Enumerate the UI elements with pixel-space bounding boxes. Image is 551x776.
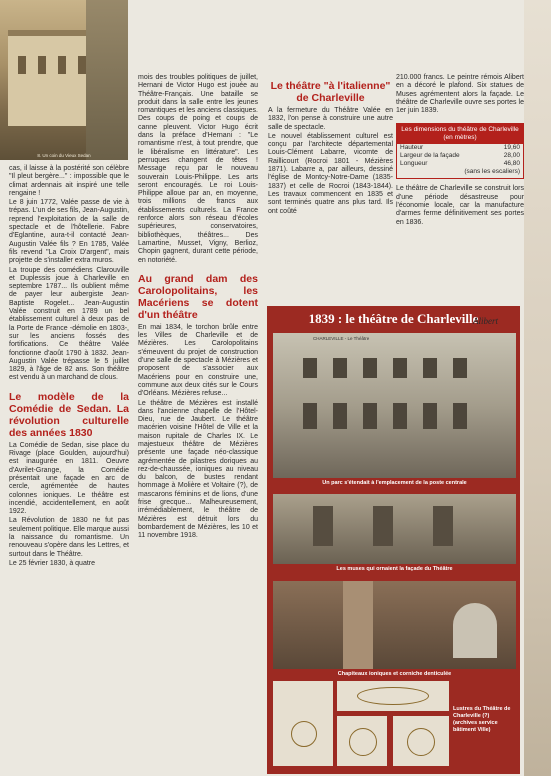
paragraph: La Comédie de Sedan, sise place du Rivage (place Goulden, aujourd'hui) est inaugurée en 1811. Oeuvre d'Avrilet-Grange, la Comédie présentait une façade en arc de cercle, agrémentée de hautes colonnes ioniques. Le théâtre est incendié, accidentellement, en août 1922. (9, 441, 129, 516)
tree-illustration (86, 0, 128, 160)
photo-caption: Lustres du Théâtre de Charleville (?) (archives service bâtiment Ville) (453, 706, 511, 733)
chandelier-photo (393, 716, 449, 766)
paragraph: Le théâtre de Charleville se construit lors d'une période désastreuse pour l'économie locale, car la manufacture d'armes ferme définitivement ses portes en 1836. (396, 185, 524, 226)
capitals-photo (273, 581, 516, 669)
photo-panel (267, 306, 520, 774)
dimension-row (397, 144, 523, 152)
section-heading: Le théâtre "à l'italienne" de Charleville (270, 80, 391, 104)
section-heading: Au grand dam des Carolopolitains, les Macériens se dotent d'un théâtre (138, 272, 258, 321)
decorative-background (524, 0, 551, 776)
photo-caption: Les muses qui ornaient la façade du Théâtre (336, 566, 453, 572)
paragraph: La Révolution de 1830 ne fut pas seulement politique. Elle marque aussi la naissance du romantisme. Un renouveau s'opère dans les Lettres, et surtout dans le Théâtre. (9, 517, 129, 558)
paragraph: En mai 1834, le torchon brûle entre les Villes de Charleville et de Mézières. Les Carolopolitains s'émeuvent du projet de construction d'une salle de spectacle à Mézières et proposent de s'associer aux Macériens pour en construire une, commune aux deux cités sur le Cours d'Orléans. Mézières refuse... (138, 323, 258, 398)
archive-photo-street (0, 0, 128, 160)
dimension-label: Largeur de la façade (400, 152, 460, 160)
paragraph: A la fermeture du Théâtre Valée en 1832, l'on pense à construire une autre salle de spectacle. (268, 107, 393, 131)
paragraph: 210.000 francs. Le peintre rémois Alibert en a décoré le plafond. Six statues de Muses agrémentent alors la façade. Le théâtre de Charleville ouvre ses portes le 1er juin 1839. (396, 74, 524, 115)
signature: Alibert (473, 316, 498, 326)
dimensions-note: (sans les escaliers) (464, 168, 520, 176)
chandelier-photo (337, 681, 449, 711)
chandelier-photo (337, 716, 387, 766)
dimension-row (397, 160, 523, 168)
dimension-label: Hauteur (400, 144, 424, 152)
photo-label: CHARLEVILLE - Le Théâtre (313, 336, 370, 341)
dimension-value: 19,60 (503, 144, 520, 152)
dimension-label: Longueur (400, 160, 428, 168)
dimensions-box (396, 123, 524, 179)
column-3 (268, 74, 393, 217)
column-2 (138, 74, 258, 542)
dimension-value: 28,00 (503, 152, 520, 160)
paragraph: Le nouvel établissement culturel est conçu par l'architecte départemental Louis-Clément Labarre, vicomte de Raillicourt (Rocroi 1801 - Mézières 1871). Labarre a, par ailleurs, dessiné l'église de Montcy-Notre-Dame (1835-1837) et celle de Rocroi (1843-1844). Les travaux commencent en 1835 et sont terminés quatre ans plus tard. Ils ont coûté (268, 132, 393, 215)
paragraph: mois des troubles politiques de juillet, Hernani de Victor Hugo est jouée au Théâtre-Français. Une bataille se produit dans la salle entre les jeunes romantiques et les anciens classiques. Des coups de poing et coups de canne pleuvent. Victor Hugo écrit dans la préface d'Hernani : "Le romantisme n'est, à tout prendre, que le libéralisme en littérature". Les perruques changent de têtes ! Message reçu par le nouveau souverain Louis-Philippe. Les arts seront encouragés. Le roi Louis-Philippe alloue par an, en moyenne, trois millions de francs aux établissements culturels. La France renforce alors son réseau d'écoles supérieures, conservatoires, bibliothèques, théâtres... Des Lamartine, Musset, Vigny, Berlioz, Chopin gagnent, durant cette période, en notoriété. (138, 74, 258, 264)
chandelier-photo (273, 681, 333, 766)
paragraph: Le 25 février 1830, à quatre (9, 559, 96, 567)
dimension-row (397, 152, 523, 160)
theatre-photo (273, 333, 516, 478)
panel-title: 1839 : le théâtre de Charleville (308, 311, 479, 326)
paragraph: La troupe des comédiens Clarouville et Duplessis joue à Charleville en septembre 1787... Ils oublient même de payer leur aubergiste Jean-Baptiste Rogelet... Jean-Augustin Valée construit en 1789 un bel établissement culturel à deux pas de la Porte de France -démolie en 1803-, sur les anciens fossés des fortifications. Ce théâtre Valée fonctionne d'août 1790 à 1832. Jean-Augustin Valée trépasse le 5 juillet 1829, à l'âge de 82 ans. Son théâtre est vendu à un marchand de clous. (9, 266, 129, 382)
photo-caption: Un parc s'étendait à l'emplacement de la poste centrale (322, 480, 467, 486)
paragraph: cas, il laisse à la postérité son célèbre "Il pleut bergère..." : impossible que le climat ardennais ait inspiré une telle rengaine ! (9, 165, 129, 197)
column-1 (9, 165, 129, 569)
photo-caption: Chapiteaux ioniques et corniche denticulée (337, 671, 452, 677)
photo-caption: 8. Un coin du Vieux Sedan (37, 153, 91, 158)
dimension-value: 46,80 (503, 160, 520, 168)
paragraph: Le théâtre de Mézières est installé dans l'ancienne chapelle de l'Hôtel-Dieu, rue de Jaubert. Le théâtre macérien voisine l'Hôtel de Ville et la maison rupitale de Charles IX. Le majestueux théâtre de Mézières présente une façade néo-classique agrémentée de pilastres doriques au rez-de-chaussée, ioniques au niveau du balcon, de bustes rendant hommage à Molière et Voltaire (?), de mascarons féminins et de lions, d'une frise grecque... Malheureusement, irrémédiablement, le théâtre de Mézières est détruit lors du bombardement de Mézières, les 10 et 11 novembre 1918. (138, 399, 258, 540)
column-4 (396, 74, 524, 228)
section-heading: Le modèle de la Comédie de Sedan. La révolution culturelle des années 1830 (9, 390, 129, 439)
paragraph: Le 8 juin 1772, Valée passe de vie à trépas. L'un de ses fils, Jean-Augustin, reprend l'exploitation de la salle de spectacle et de l'hôtellerie. Fabre d'Eglantine, aura-t-il contacté Jean-Augustin Valée fils ? En 1785, Valée fils revend "La Croix D'argent", mais projette de s'installer extra muros. (9, 199, 130, 265)
muses-photo (273, 494, 516, 564)
dimensions-title: Les dimensions du théâtre de Charleville (en mètres) (397, 124, 523, 144)
